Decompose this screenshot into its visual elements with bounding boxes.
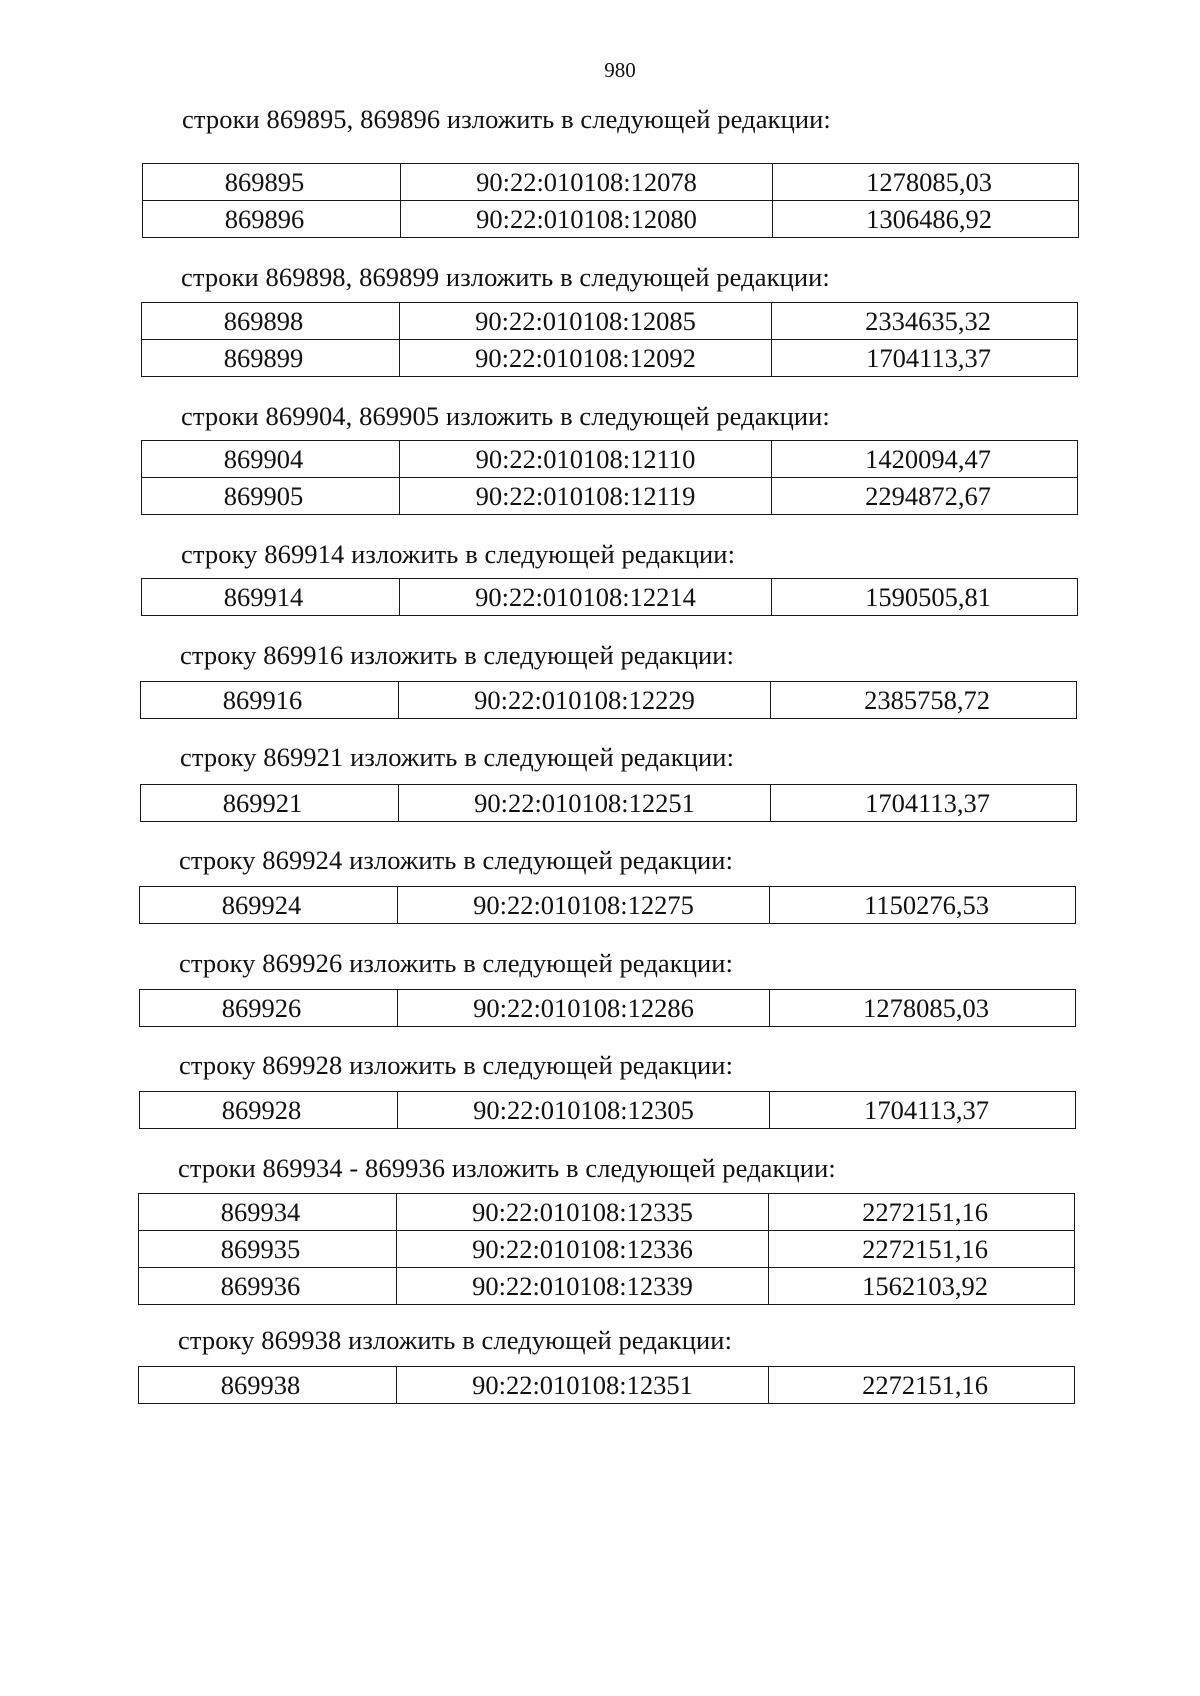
row-number-cell: 869936 [139, 1268, 397, 1305]
table-row [140, 990, 1076, 1027]
row-number-cell: 869928 [140, 1092, 398, 1129]
data-table [141, 302, 1078, 377]
table-row [139, 1194, 1075, 1231]
data-table [141, 440, 1078, 515]
table-row [139, 1367, 1075, 1404]
section-heading: строку 869938 изложить в следующей редакции: [178, 1325, 733, 1355]
cadastral-number-cell: 90:22:010108:12110 [400, 441, 772, 478]
row-number-cell: 869916 [141, 682, 399, 719]
value-cell: 1150276,53 [770, 887, 1076, 924]
section-heading: строки 869904, 869905 изложить в следующей редакции: [181, 401, 830, 431]
section-heading: строку 869914 изложить в следующей редакции: [181, 539, 736, 569]
row-number-cell: 869926 [140, 990, 398, 1027]
table-row [140, 887, 1076, 924]
value-cell: 2272151,16 [769, 1194, 1075, 1231]
data-table [142, 163, 1079, 238]
section-heading: строку 869921 изложить в следующей редакции: [180, 742, 735, 772]
section-heading: строку 869928 изложить в следующей редакции: [179, 1050, 734, 1080]
value-cell: 1278085,03 [770, 990, 1076, 1027]
value-cell: 1590505,81 [772, 579, 1078, 616]
data-table [140, 681, 1077, 719]
table-row [142, 478, 1078, 515]
value-cell: 1306486,92 [773, 201, 1079, 238]
cadastral-number-cell: 90:22:010108:12335 [397, 1194, 769, 1231]
section-heading: строки 869895, 869896 изложить в следующей редакции: [182, 104, 831, 134]
section-heading: строки 869934 - 869936 изложить в следующей редакции: [178, 1153, 836, 1183]
table-row [143, 164, 1079, 201]
cadastral-number-cell: 90:22:010108:12085 [400, 303, 772, 340]
row-number-cell: 869934 [139, 1194, 397, 1231]
value-cell: 1704113,37 [772, 340, 1078, 377]
cadastral-number-cell: 90:22:010108:12251 [399, 785, 771, 822]
data-table [139, 1091, 1076, 1129]
value-cell: 2272151,16 [769, 1367, 1075, 1404]
section-heading: строку 869926 изложить в следующей редакции: [179, 948, 734, 978]
data-table [138, 1193, 1075, 1305]
section-heading: строку 869924 изложить в следующей редакции: [179, 845, 734, 875]
row-number-cell: 869904 [142, 441, 400, 478]
row-number-cell: 869898 [142, 303, 400, 340]
cadastral-number-cell: 90:22:010108:12080 [401, 201, 773, 238]
value-cell: 1704113,37 [770, 1092, 1076, 1129]
table-row [142, 441, 1078, 478]
value-cell: 2272151,16 [769, 1231, 1075, 1268]
value-cell: 2294872,67 [772, 478, 1078, 515]
table-row [142, 579, 1078, 616]
section-heading: строки 869898, 869899 изложить в следующей редакции: [181, 262, 830, 292]
cadastral-number-cell: 90:22:010108:12078 [401, 164, 773, 201]
cadastral-number-cell: 90:22:010108:12336 [397, 1231, 769, 1268]
data-table [140, 784, 1077, 822]
table-row [142, 303, 1078, 340]
value-cell: 1562103,92 [769, 1268, 1075, 1305]
table-row [139, 1231, 1075, 1268]
cadastral-number-cell: 90:22:010108:12275 [398, 887, 770, 924]
row-number-cell: 869921 [141, 785, 399, 822]
row-number-cell: 869905 [142, 478, 400, 515]
table-row [142, 340, 1078, 377]
row-number-cell: 869895 [143, 164, 401, 201]
cadastral-number-cell: 90:22:010108:12339 [397, 1268, 769, 1305]
table-row [139, 1268, 1075, 1305]
row-number-cell: 869899 [142, 340, 400, 377]
cadastral-number-cell: 90:22:010108:12119 [400, 478, 772, 515]
table-row [143, 201, 1079, 238]
cadastral-number-cell: 90:22:010108:12286 [398, 990, 770, 1027]
value-cell: 2334635,32 [772, 303, 1078, 340]
data-table [138, 1366, 1075, 1404]
value-cell: 1420094,47 [772, 441, 1078, 478]
cadastral-number-cell: 90:22:010108:12229 [399, 682, 771, 719]
cadastral-number-cell: 90:22:010108:12305 [398, 1092, 770, 1129]
page-number: 980 [604, 58, 636, 82]
row-number-cell: 869914 [142, 579, 400, 616]
data-table [141, 578, 1078, 616]
cadastral-number-cell: 90:22:010108:12351 [397, 1367, 769, 1404]
table-row [140, 1092, 1076, 1129]
value-cell: 2385758,72 [771, 682, 1077, 719]
cadastral-number-cell: 90:22:010108:12092 [400, 340, 772, 377]
row-number-cell: 869935 [139, 1231, 397, 1268]
value-cell: 1704113,37 [771, 785, 1077, 822]
cadastral-number-cell: 90:22:010108:12214 [400, 579, 772, 616]
section-heading: строку 869916 изложить в следующей редакции: [180, 640, 735, 670]
data-table [139, 886, 1076, 924]
value-cell: 1278085,03 [773, 164, 1079, 201]
data-table [139, 989, 1076, 1027]
row-number-cell: 869938 [139, 1367, 397, 1404]
row-number-cell: 869896 [143, 201, 401, 238]
row-number-cell: 869924 [140, 887, 398, 924]
table-row [141, 785, 1077, 822]
table-row [141, 682, 1077, 719]
